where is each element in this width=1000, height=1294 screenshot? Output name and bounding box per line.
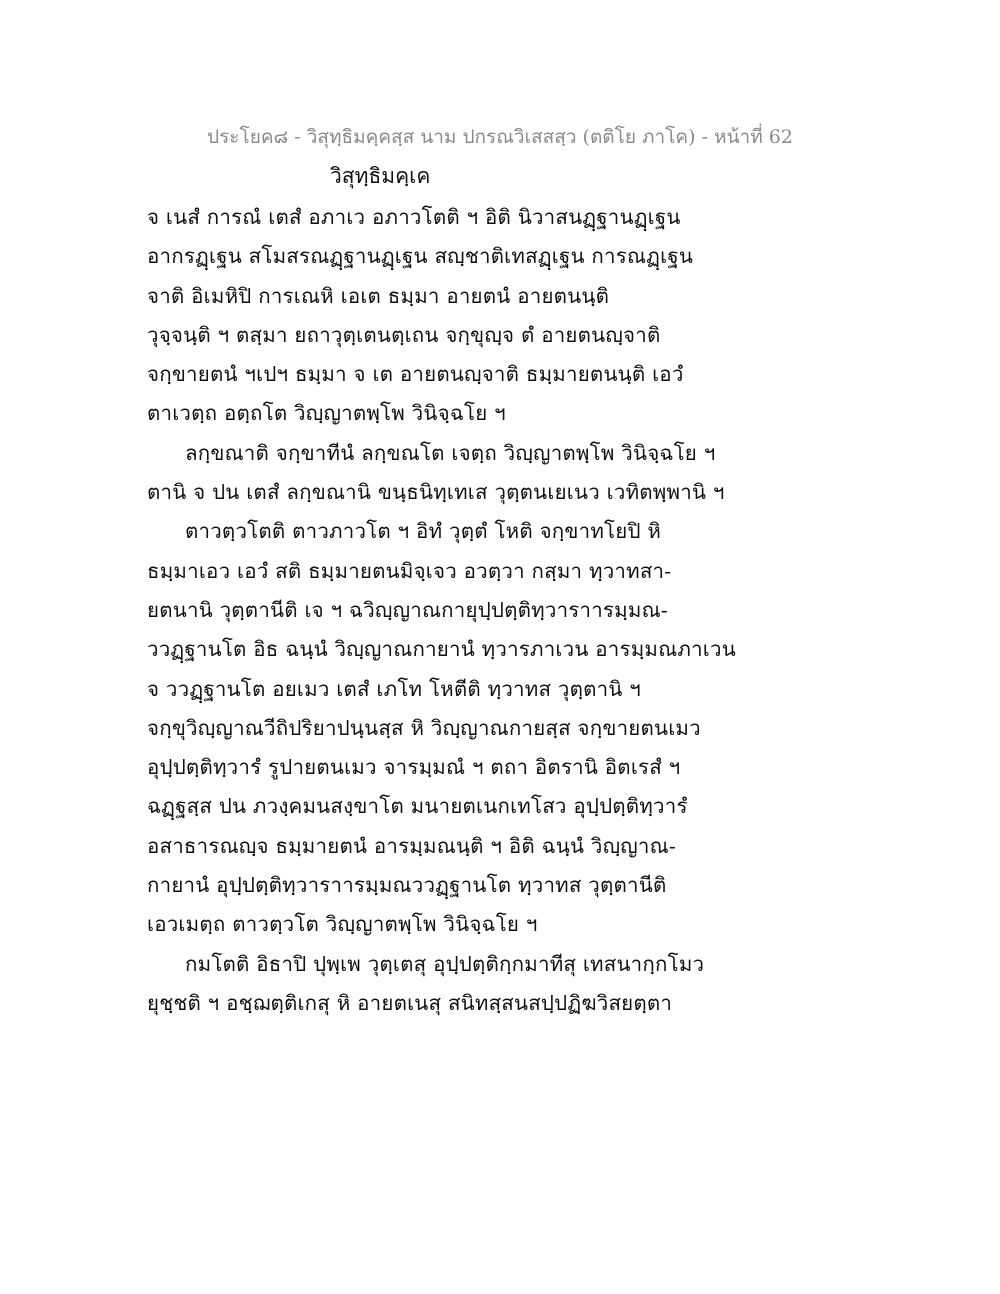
text-line: อสาธารณญฺจ ธมฺมายตนํ อารมฺมณนฺติ ฯ อิติ ฉนฺนํ วิญฺญาณ-	[147, 833, 676, 858]
text-line: ตาเวตฺถ อตฺถโต วิญฺญาตพฺโพ วินิจฺฉโย ฯ	[147, 401, 506, 426]
text-line: เอวเมตฺถ ตาวตฺวโต วิญฺญาตพฺโพ วินิจฺฉโย ฯ	[147, 912, 538, 937]
text-line: วุจฺจนฺติ ฯ ตสฺมา ยถาวุตฺเตนตฺเถน จกฺขุญฺจ ตํ อายตนญฺจาติ	[147, 322, 661, 347]
text-line: ธมฺมาเอว เอวํ สติ ธมฺมายตนมิจฺเจว อวตฺวา กสฺมา ทฺวาทสา-	[147, 558, 672, 583]
text-line: อุปฺปตฺติทฺวารํ รูปายตนเมว จารมฺมณํ ฯ ตถา อิตรานิ อิตเรสํ ฯ	[147, 755, 681, 780]
text-line: ววฏฺฐานโต อิธ ฉนฺนํ วิญฺญาณกายานํ ทฺวารภาเวน อารมฺมณภาเวน	[147, 637, 736, 662]
text-line: จ เนสํ การณํ เตสํ อภาเว อภาวโตติ ฯ อิติ นิวาสนฏฺฐานฏฺเฐน	[147, 205, 681, 229]
text-line: จาติ อิเมหิปิ การเณหิ เอเต ธมฺมา อายตนํ อายตนนฺติ	[147, 283, 610, 308]
text-line: ยตนานิ วุตฺตานีติ เจ ฯ ฉวิญฺญาณกายุปฺปตฺติทฺวาราารมฺมณ-	[147, 597, 668, 622]
text-line: จ ววฏฺฐานโต อยเมว เตสํ เภโท โหตีติ ทฺวาทส วุตฺตานิ ฯ	[147, 676, 642, 701]
text-line: จกฺขุวิญฺญาณวีถิปริยาปนฺนสฺส หิ วิญฺญาณกายสฺส จกฺขายตนเมว	[147, 715, 701, 740]
paragraph-first-line: ตาวตฺวโตติ ตาวภาวโต ฯ อิทํ วุตฺตํ โหติ จกฺขาทโยปิ หิ	[185, 519, 662, 544]
text-line: ตานิ จ ปน เตสํ ลกฺขณานิ ขนฺธนิทฺเทเส วุตฺตนเยเนว เวทิตพฺพานิ ฯ	[147, 480, 725, 505]
paragraph-first-line: ลกฺขณาติ จกฺขาทีนํ ลกฺขณโต เจตฺถ วิญฺญาตพฺโพ วินิจฺฉโย ฯ	[185, 440, 716, 465]
body-text	[147, 198, 847, 1023]
section-title: วิสุทฺธิมคฺเค	[330, 164, 431, 188]
text-line: จกฺขายตนํ ฯเปฯ ธมฺมา จ เต อายตนญฺจาติ ธมฺมายตนนฺติ เอวํ	[147, 362, 684, 387]
text-line: ยุชฺชติ ฯ อชฺฌตฺติเกสุ หิ อายตเนสุ สนิทสฺสนสปฺปฏิฆวิสยตฺตา	[147, 990, 673, 1015]
paragraph-first-line: กมโตติ อิธาปิ ปุพฺเพ วุตฺเตสุ อุปฺปตฺติกฺกมาทีสุ เทสนากฺกโมว	[185, 951, 705, 976]
text-line: กายานํ อุปฺปตฺติทฺวาราารมฺมณววฏฺฐานโต ทฺวาทส วุตฺตานีติ	[147, 873, 667, 898]
running-header: ประโยค๘ - วิสุทฺธิมคฺคสฺส นาม ปกรณวิเสสสฺว (ตติโย ภาโค) - หน้าที่ 62	[207, 126, 793, 148]
text-line: อากรฏฺเฐน สโมสรณฏฺฐานฏฺเฐน สญฺชาติเทสฏฺเฐน การณฏฺเฐน	[147, 244, 694, 269]
text-line: ฉฏฺฐสฺส ปน ภวงฺคมนสงฺขาโต มนายตเนกเทโสว อุปฺปตฺติทฺวารํ	[147, 794, 688, 819]
